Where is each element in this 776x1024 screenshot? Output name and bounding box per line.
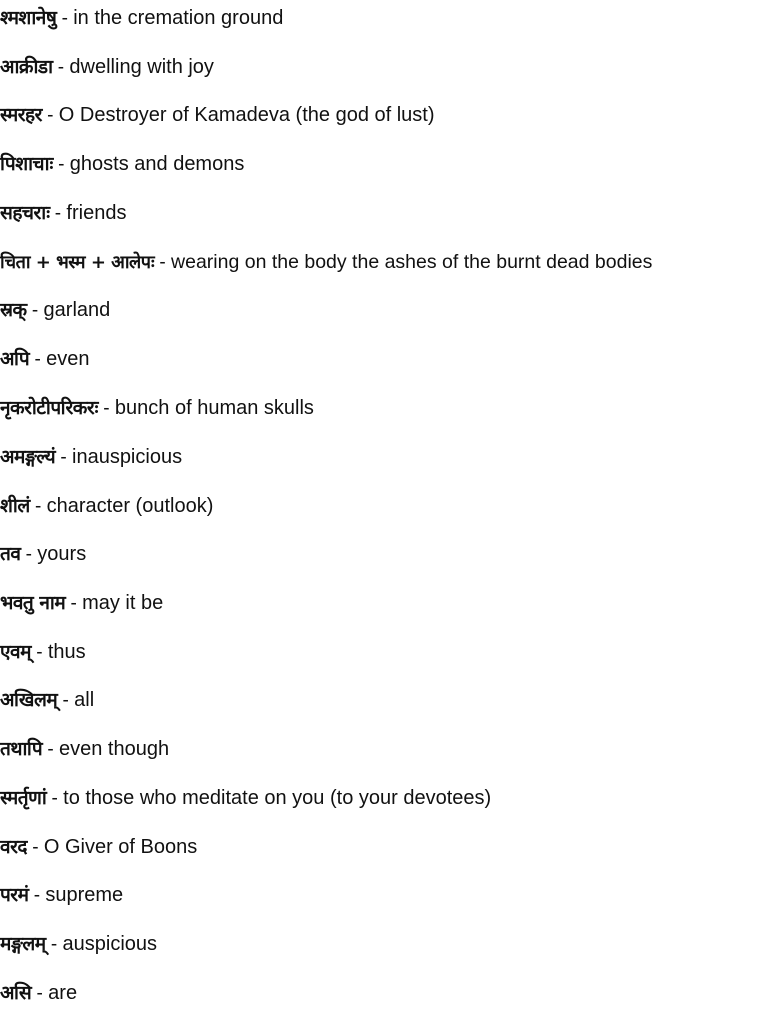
glossary-entry bbox=[0, 488, 213, 524]
sanskrit-term: चिता + भस्म + आलेपः bbox=[0, 252, 155, 273]
glossary-entry bbox=[0, 731, 169, 767]
sanskrit-term: मङ्गलम् bbox=[0, 933, 46, 955]
separator: - bbox=[56, 8, 74, 29]
sanskrit-term: नृकरोटीपरिकरः bbox=[0, 397, 99, 419]
separator: - bbox=[46, 788, 64, 809]
sanskrit-term: सहचराः bbox=[0, 202, 50, 224]
sanskrit-term: तव bbox=[0, 543, 21, 565]
separator: - bbox=[31, 983, 49, 1004]
sanskrit-term: शीलं bbox=[0, 495, 30, 517]
english-meaning: ghosts and demons bbox=[69, 153, 245, 175]
glossary-entry bbox=[0, 536, 86, 572]
glossary-entry bbox=[0, 877, 123, 913]
glossary-entry bbox=[0, 780, 491, 816]
glossary-entry bbox=[0, 926, 157, 962]
english-meaning: even bbox=[46, 348, 90, 370]
glossary-entry bbox=[0, 634, 86, 670]
separator: - bbox=[49, 203, 67, 224]
glossary-entry bbox=[0, 195, 126, 231]
sanskrit-term: तथापि bbox=[0, 738, 43, 760]
english-meaning: auspicious bbox=[62, 933, 158, 955]
glossary-entry bbox=[0, 439, 182, 475]
english-meaning: friends bbox=[66, 202, 127, 224]
glossary-entry bbox=[0, 244, 652, 280]
sanskrit-term: भवतु नाम bbox=[0, 592, 66, 614]
separator: - bbox=[55, 447, 72, 468]
glossary-entry bbox=[0, 341, 90, 377]
english-meaning: all bbox=[74, 689, 95, 711]
sanskrit-term: पिशाचाः bbox=[0, 153, 53, 175]
sanskrit-term: अपि bbox=[0, 348, 30, 370]
sanskrit-term: श्मशानेषु bbox=[0, 7, 57, 29]
separator: - bbox=[26, 300, 44, 321]
english-meaning: bunch of human skulls bbox=[114, 397, 314, 419]
english-meaning: yours bbox=[37, 543, 87, 565]
english-meaning: inauspicious bbox=[72, 446, 183, 468]
glossary-entry bbox=[0, 390, 314, 426]
glossary-entry bbox=[0, 49, 214, 85]
separator: - bbox=[26, 837, 44, 858]
separator: - bbox=[30, 642, 48, 663]
glossary-entry bbox=[0, 682, 94, 718]
separator: - bbox=[29, 496, 47, 517]
separator: - bbox=[45, 934, 63, 955]
glossary-entry bbox=[0, 0, 283, 36]
english-meaning: to those who meditate on you (to your devotees) bbox=[63, 787, 492, 809]
separator: - bbox=[20, 544, 38, 565]
english-meaning: thus bbox=[47, 641, 86, 663]
glossary-entry bbox=[0, 829, 197, 865]
english-meaning: character (outlook) bbox=[46, 495, 214, 517]
glossary-entry bbox=[0, 292, 110, 328]
separator: - bbox=[41, 105, 59, 126]
sanskrit-term: अखिलम् bbox=[0, 689, 58, 711]
sanskrit-term: स्रक् bbox=[0, 299, 27, 321]
english-meaning: even though bbox=[59, 738, 170, 760]
english-meaning: in the cremation ground bbox=[73, 7, 284, 29]
english-meaning: dwelling with joy bbox=[69, 56, 214, 78]
english-meaning: wearing on the body the ashes of the burnt dead bodies bbox=[171, 251, 653, 273]
sanskrit-term: वरद bbox=[0, 836, 27, 858]
glossary-entry bbox=[0, 585, 163, 621]
english-meaning: garland bbox=[43, 299, 111, 321]
separator: - bbox=[98, 398, 115, 419]
glossary-entry bbox=[0, 146, 244, 182]
english-meaning: may it be bbox=[82, 592, 164, 614]
separator: - bbox=[52, 154, 70, 175]
english-meaning: O Destroyer of Kamadeva (the god of lust) bbox=[58, 104, 435, 126]
sanskrit-term: स्मर्तृणां bbox=[0, 787, 47, 809]
separator: - bbox=[154, 252, 172, 273]
glossary-entry bbox=[0, 975, 77, 1011]
sanskrit-term: असि bbox=[0, 982, 32, 1004]
sanskrit-term: अमङ्गल्यं bbox=[0, 446, 56, 468]
sanskrit-term: परमं bbox=[0, 884, 29, 906]
english-meaning: O Giver of Boons bbox=[43, 836, 198, 858]
separator: - bbox=[28, 885, 46, 906]
sanskrit-term: स्मरहर bbox=[0, 104, 42, 126]
separator: - bbox=[29, 349, 47, 370]
english-meaning: supreme bbox=[45, 884, 124, 906]
glossary-entry bbox=[0, 97, 435, 133]
english-meaning: are bbox=[48, 982, 78, 1004]
separator: - bbox=[52, 57, 70, 78]
sanskrit-term: एवम् bbox=[0, 641, 31, 663]
sanskrit-term: आक्रीडा bbox=[0, 56, 53, 78]
separator: - bbox=[42, 739, 59, 760]
separator: - bbox=[57, 690, 75, 711]
separator: - bbox=[65, 593, 83, 614]
